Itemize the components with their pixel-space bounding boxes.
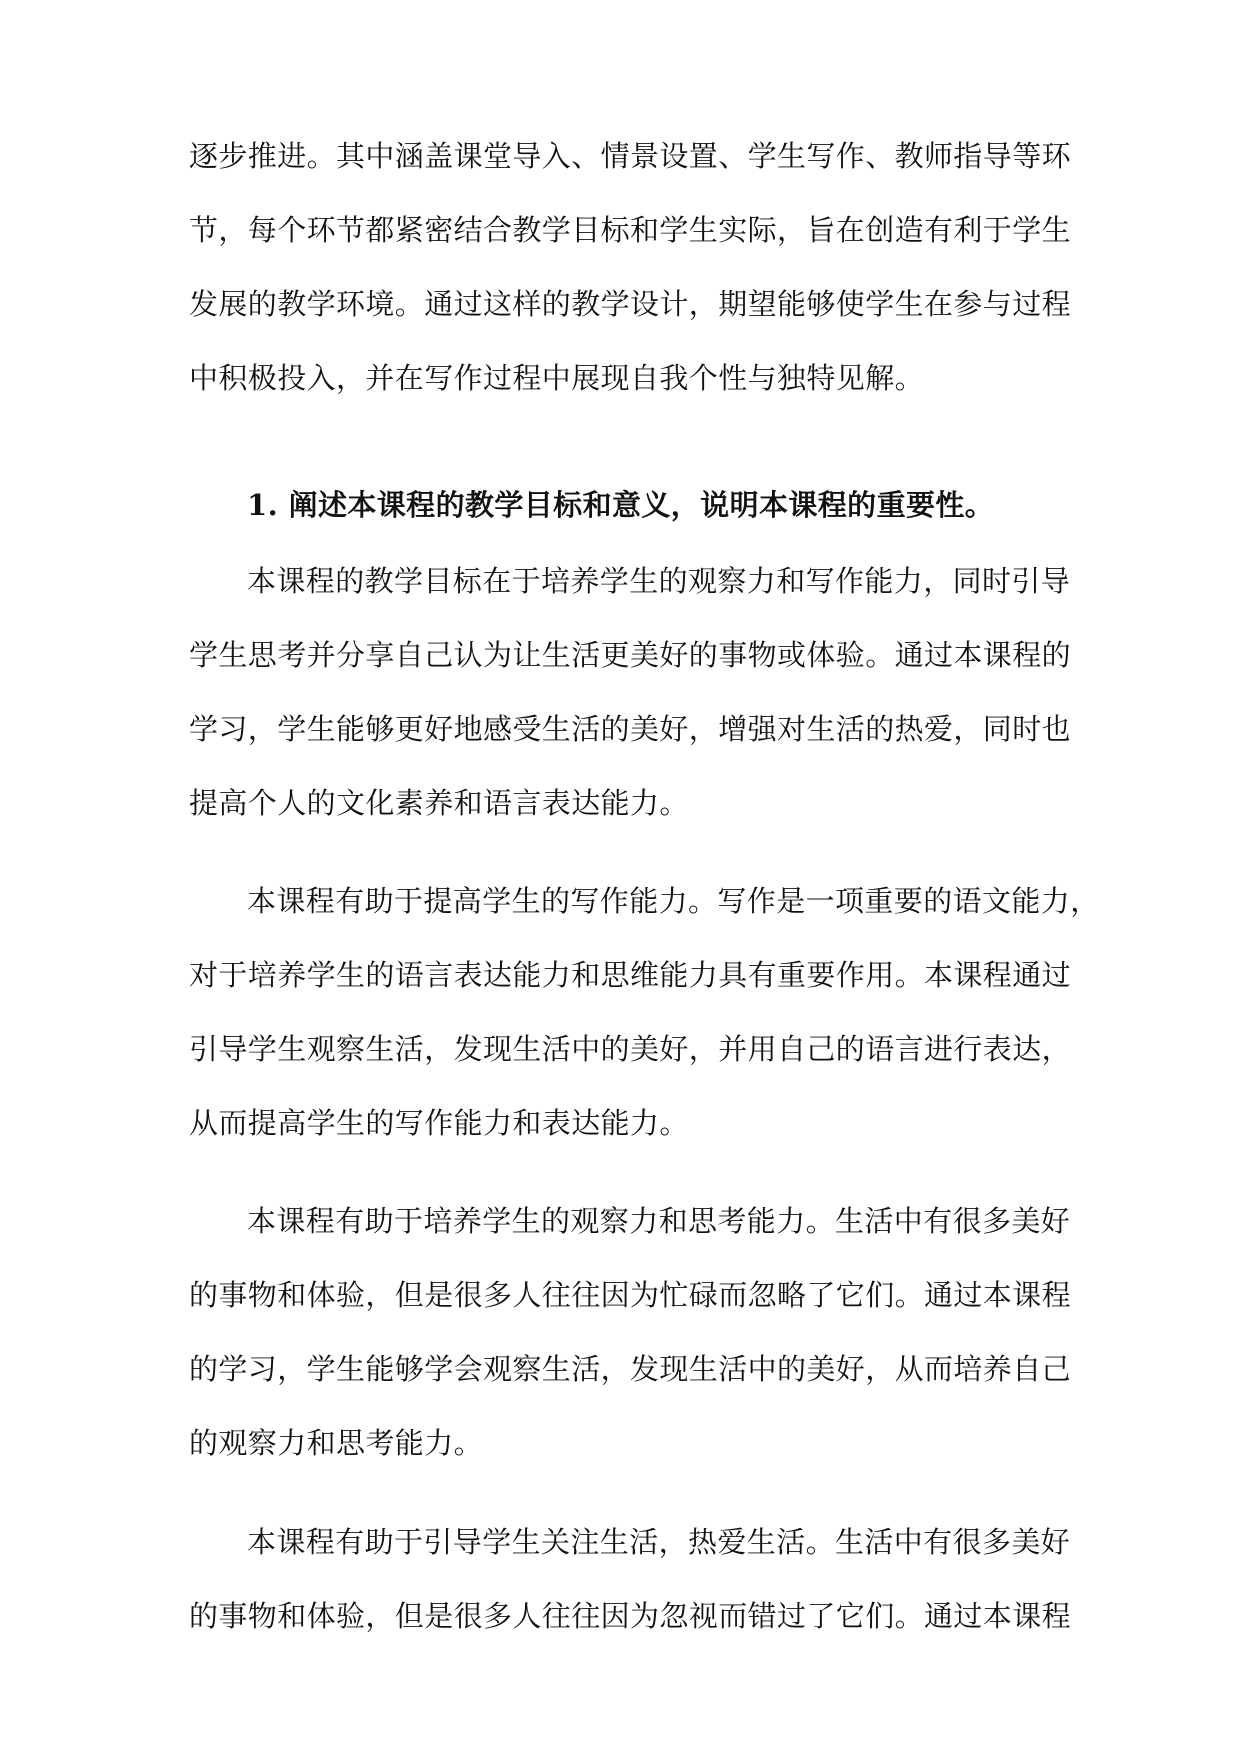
text-line: 提高个人的文化素养和语言表达能力。	[189, 786, 689, 820]
section-heading: 1. 阐述本课程的教学目标和意义，说明本课程的重要性。	[247, 488, 995, 522]
text-line: 逐步推进。其中涵盖课堂导入、情景设置、学生写作、教师指导等环	[189, 139, 1072, 173]
text-line: 本课程的教学目标在于培养学生的观察力和写作能力，同时引导	[247, 564, 1071, 598]
text-line: 发展的教学环境。通过这样的教学设计，期望能够使学生在参与过程	[189, 287, 1072, 321]
text-line: 节，每个环节都紧密结合教学目标和学生实际，旨在创造有利于学生	[189, 213, 1072, 247]
text-line: 本课程有助于引导学生关注生活，热爱生活。生活中有很多美好	[247, 1525, 1071, 1559]
text-line: 本课程有助于提高学生的写作能力。写作是一项重要的语文能力，	[247, 884, 1100, 918]
text-line: 本课程有助于培养学生的观察力和思考能力。生活中有很多美好	[247, 1204, 1071, 1238]
text-line: 的观察力和思考能力。	[189, 1426, 484, 1460]
text-line: 的学习，学生能够学会观察生活，发现生活中的美好，从而培养自己	[189, 1352, 1072, 1386]
text-line: 从而提高学生的写作能力和表达能力。	[189, 1106, 689, 1140]
text-line: 对于培养学生的语言表达能力和思维能力具有重要作用。本课程通过	[189, 958, 1072, 992]
text-line: 的事物和体验，但是很多人往往因为忽视而错过了它们。通过本课程	[189, 1599, 1072, 1633]
text-line: 学生思考并分享自己认为让生活更美好的事物或体验。通过本课程的	[189, 638, 1072, 672]
text-line: 的事物和体验，但是很多人往往因为忙碌而忽略了它们。通过本课程	[189, 1278, 1072, 1312]
text-line: 学习，学生能够更好地感受生活的美好，增强对生活的热爱，同时也	[189, 712, 1072, 746]
text-line: 引导学生观察生活，发现生活中的美好，并用自己的语言进行表达，	[189, 1032, 1072, 1066]
text-line: 中积极投入，并在写作过程中展现自我个性与独特见解。	[189, 361, 925, 395]
